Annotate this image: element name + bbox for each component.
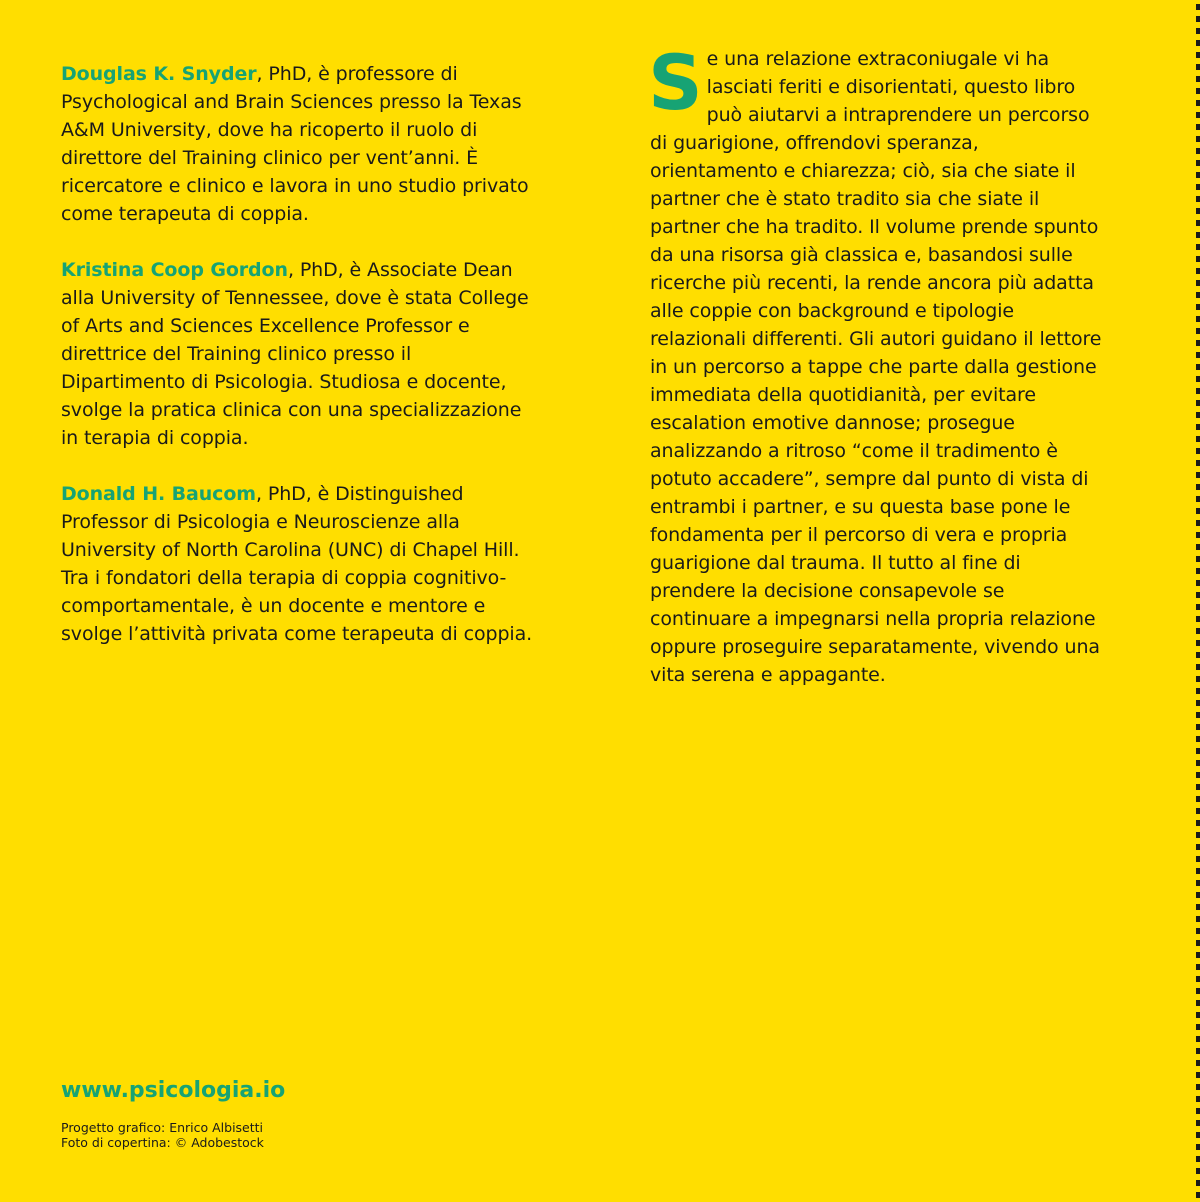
edge-mark (1196, 136, 1200, 142)
edge-mark (1196, 460, 1200, 466)
book-description (648, 38, 1110, 689)
publisher-website-link[interactable]: www.psicologia.io (61, 1078, 286, 1103)
author-bio-text: , PhD, è Associate Dean alla University of Tennessee, dove è stata College of Arts and Sciences Excellence Professor e direttrice del Training clinico presso il Dipartimento di Psicologia. Studiosa e docente, svolge la pratica clinica con una specializzazione in terapia di coppia. (61, 259, 529, 449)
edge-mark (1196, 880, 1200, 886)
edge-mark (1196, 964, 1200, 970)
edge-mark (1196, 328, 1200, 334)
edge-mark (1196, 256, 1200, 262)
edge-mark (1196, 424, 1200, 430)
photo-credit: Foto di copertina: © Adobestock (61, 1135, 264, 1150)
edge-mark (1196, 28, 1200, 34)
edge-mark (1196, 820, 1200, 826)
edge-mark (1196, 988, 1200, 994)
edge-mark (1196, 220, 1200, 226)
cover-credits (61, 1120, 264, 1150)
edge-mark (1196, 448, 1200, 454)
edge-mark (1196, 364, 1200, 370)
edge-mark (1196, 196, 1200, 202)
edge-mark (1196, 1156, 1200, 1162)
edge-mark (1196, 556, 1200, 562)
blurb-text: e una relazione extraconiugale vi ha lasciati feriti e disorientati, questo libro può aiutarvi a intraprendere un percorso di guarigione, offrendovi speranza, orientamento e chiarezza; ciò, sia che siate il partner che è stato tradito sia che siate il partner che ha tradito. Il volume prende spunto da una risorsa già classica e, basandosi sulle ricerche più recenti, la rende ancora più adatta alle coppie con background e tipologie relazionali differenti. Gli autori guidano il lettore in un percorso a tappe che parte dalla gestione immediata della quotidianità, per evitare escalation emotive dannose; prosegue analizzando a ritroso “come il tradimento è potuto accadere”, sempre dal punto di vista di entrambi i partner, e su questa base pone le fondamenta per il percorso di vera e propria guarigione dal trauma. Il tutto al fine di prendere la decisione consapevole se continuare a impegnarsi nella propria relazione oppure proseguire separatamente, vivendo una vita serena e appagante. (650, 48, 1102, 686)
edge-mark (1196, 16, 1200, 22)
edge-mark (1196, 64, 1200, 70)
edge-mark (1196, 472, 1200, 478)
edge-mark (1196, 172, 1200, 178)
edge-mark (1196, 772, 1200, 778)
edge-mark (1196, 1024, 1200, 1030)
edge-mark (1196, 1120, 1200, 1126)
edge-mark (1196, 184, 1200, 190)
trim-edge-marks (1196, 0, 1200, 1202)
edge-mark (1196, 280, 1200, 286)
edge-mark (1196, 628, 1200, 634)
edge-mark (1196, 496, 1200, 502)
drop-cap: S (648, 38, 703, 127)
edge-mark (1196, 916, 1200, 922)
edge-mark (1196, 1000, 1200, 1006)
edge-mark (1196, 976, 1200, 982)
author-name: Kristina Coop Gordon (61, 259, 288, 281)
edge-mark (1196, 88, 1200, 94)
edge-mark (1196, 652, 1200, 658)
edge-mark (1196, 1060, 1200, 1066)
edge-mark (1196, 436, 1200, 442)
author-bio-snyder (61, 60, 541, 228)
edge-mark (1196, 112, 1200, 118)
edge-mark (1196, 700, 1200, 706)
edge-mark (1196, 1012, 1200, 1018)
author-name: Donald H. Baucom (61, 483, 256, 505)
edge-mark (1196, 412, 1200, 418)
author-bios (61, 60, 541, 676)
blurb-paragraph (648, 38, 1110, 689)
author-bio-text: , PhD, è professore di Psychological and Brain Sciences presso la Texas A&M University, dove ha ricoperto il ruolo di direttore del Training clinico per vent’anni. È ricercatore e clinico e lavora in uno studio privato come terapeuta di coppia. (61, 63, 529, 225)
edge-mark (1196, 856, 1200, 862)
edge-mark (1196, 352, 1200, 358)
edge-mark (1196, 808, 1200, 814)
edge-mark (1196, 796, 1200, 802)
author-bio-gordon (61, 256, 541, 452)
edge-mark (1196, 40, 1200, 46)
edge-mark (1196, 508, 1200, 514)
edge-mark (1196, 736, 1200, 742)
edge-mark (1196, 148, 1200, 154)
edge-mark (1196, 1132, 1200, 1138)
edge-mark (1196, 712, 1200, 718)
edge-mark (1196, 100, 1200, 106)
edge-mark (1196, 232, 1200, 238)
design-credit: Progetto grafico: Enrico Albisetti (61, 1120, 264, 1135)
author-bio-text: , PhD, è Distinguished Professor di Psicologia e Neuroscienze alla University of North Carolina (UNC) di Chapel Hill. Tra i fondatori della terapia di coppia cognitivo-comportamentale, è un docente e mentore e svolge l’attività privata come terapeuta di coppia. (61, 483, 533, 645)
edge-mark (1196, 676, 1200, 682)
edge-mark (1196, 1048, 1200, 1054)
edge-mark (1196, 748, 1200, 754)
edge-mark (1196, 1168, 1200, 1174)
edge-mark (1196, 928, 1200, 934)
edge-mark (1196, 1084, 1200, 1090)
edge-mark (1196, 940, 1200, 946)
edge-mark (1196, 604, 1200, 610)
edge-mark (1196, 52, 1200, 58)
edge-mark (1196, 292, 1200, 298)
edge-mark (1196, 640, 1200, 646)
edge-mark (1196, 340, 1200, 346)
edge-mark (1196, 76, 1200, 82)
author-bio-baucom (61, 480, 541, 648)
edge-mark (1196, 760, 1200, 766)
edge-mark (1196, 208, 1200, 214)
edge-mark (1196, 1072, 1200, 1078)
edge-mark (1196, 1180, 1200, 1186)
author-name: Douglas K. Snyder (61, 63, 257, 85)
edge-mark (1196, 400, 1200, 406)
edge-mark (1196, 832, 1200, 838)
edge-mark (1196, 520, 1200, 526)
edge-mark (1196, 868, 1200, 874)
edge-mark (1196, 1144, 1200, 1150)
edge-mark (1196, 1036, 1200, 1042)
edge-mark (1196, 244, 1200, 250)
edge-mark (1196, 532, 1200, 538)
edge-mark (1196, 124, 1200, 130)
edge-mark (1196, 376, 1200, 382)
edge-mark (1196, 892, 1200, 898)
edge-mark (1196, 688, 1200, 694)
edge-mark (1196, 904, 1200, 910)
edge-mark (1196, 316, 1200, 322)
edge-mark (1196, 160, 1200, 166)
edge-mark (1196, 388, 1200, 394)
edge-mark (1196, 4, 1200, 10)
edge-mark (1196, 1108, 1200, 1114)
edge-mark (1196, 1192, 1200, 1198)
edge-mark (1196, 544, 1200, 550)
edge-mark (1196, 568, 1200, 574)
edge-mark (1196, 1096, 1200, 1102)
edge-mark (1196, 616, 1200, 622)
edge-mark (1196, 580, 1200, 586)
edge-mark (1196, 724, 1200, 730)
edge-mark (1196, 784, 1200, 790)
edge-mark (1196, 952, 1200, 958)
edge-mark (1196, 268, 1200, 274)
edge-mark (1196, 304, 1200, 310)
edge-mark (1196, 664, 1200, 670)
edge-mark (1196, 484, 1200, 490)
edge-mark (1196, 592, 1200, 598)
edge-mark (1196, 844, 1200, 850)
